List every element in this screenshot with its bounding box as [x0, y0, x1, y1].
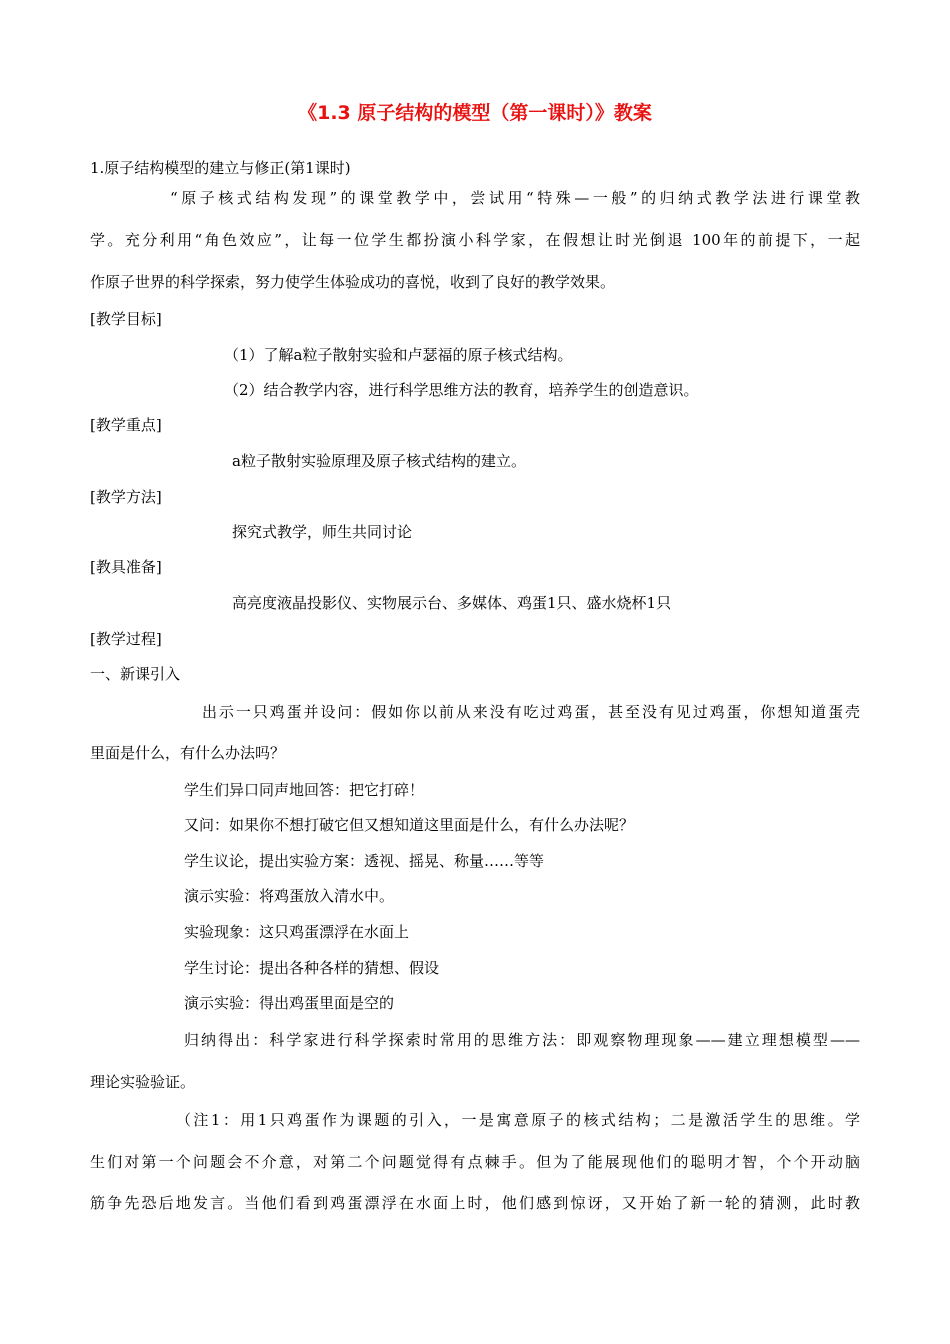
conclusion-line-1: 归纳得出：科学家进行科学探索时常用的思维方法：即观察物理现象——建立理想模型—— — [184, 1031, 860, 1049]
step-4: 演示实验：将鸡蛋放入清水中。 — [184, 887, 395, 905]
goal-item-2: （2）结合教学内容，进行科学思维方法的教育，培养学生的创造意识。 — [224, 381, 699, 399]
step-5: 实验现象：这只鸡蛋漂浮在水面上 — [184, 923, 410, 941]
step-2: 又问：如果你不想打破它但又想知道这里面是什么，有什么办法呢？ — [184, 816, 635, 834]
conclusion-line-2: 理论实验验证。 — [90, 1073, 196, 1091]
egg-question-line-1: 出示一只鸡蛋并设问：假如你以前从来没有吃过鸡蛋，甚至没有见过鸡蛋，你想知道蛋壳 — [202, 703, 860, 721]
note-line-1: （注1：用1只鸡蛋作为课题的引入，一是寓意原子的核式结构；二是激活学生的思维。学 — [176, 1111, 860, 1129]
note-line-3: 筋争先恐后地发言。当他们看到鸡蛋漂浮在水面上时，他们感到惊讶，又开始了新一轮的猜测，此时教 — [90, 1194, 860, 1212]
step-7: 演示实验：得出鸡蛋里面是空的 — [184, 994, 395, 1012]
step-3: 学生议论，提出实验方案：透视、摇晃、称量……等等 — [184, 852, 545, 870]
egg-question-line-2: 里面是什么，有什么办法吗？ — [90, 744, 286, 762]
document-title: 《1.3 原子结构的模型（第一课时）》教案 — [298, 102, 652, 124]
section-1-heading: 一、新课引入 — [90, 665, 181, 683]
process-label: [教学过程] — [90, 630, 162, 648]
goals-label: [教学目标] — [90, 310, 162, 328]
tools-label: [教具准备] — [90, 558, 162, 576]
focus-label: [教学重点] — [90, 416, 162, 434]
intro-line-2: 学。充分利用“角色效应”，让每一位学生都扮演小科学家，在假想让时光倒退 100年的前提下，一起 — [90, 231, 860, 249]
focus-text: a粒子散射实验原理及原子核式结构的建立。 — [232, 452, 526, 470]
section-heading: 1.原子结构模型的建立与修正(第1课时) — [90, 159, 351, 177]
note-line-2: 生们对第一个问题会不介意，对第二个问题觉得有点棘手。但为了能展现他们的聪明才智，个个开动脑 — [90, 1153, 860, 1171]
tools-text: 高亮度液晶投影仪、实物展示台、多媒体、鸡蛋1只、盛水烧杯1只 — [232, 594, 672, 612]
goal-item-1: （1）了解a粒子散射实验和卢瑟福的原子核式结构。 — [224, 346, 573, 364]
step-1: 学生们异口同声地回答：把它打碎！ — [184, 781, 425, 799]
method-text: 探究式教学，师生共同讨论 — [232, 523, 413, 541]
intro-line-1: “原子核式结构发现”的课堂教学中，尝试用“特殊—一般”的归纳式教学法进行课堂教 — [170, 189, 860, 207]
method-label: [教学方法] — [90, 488, 162, 506]
step-6: 学生讨论：提出各种各样的猜想、假设 — [184, 959, 440, 977]
intro-line-3: 作原子世界的科学探索，努力使学生体验成功的喜悦，收到了良好的教学效果。 — [90, 273, 616, 291]
